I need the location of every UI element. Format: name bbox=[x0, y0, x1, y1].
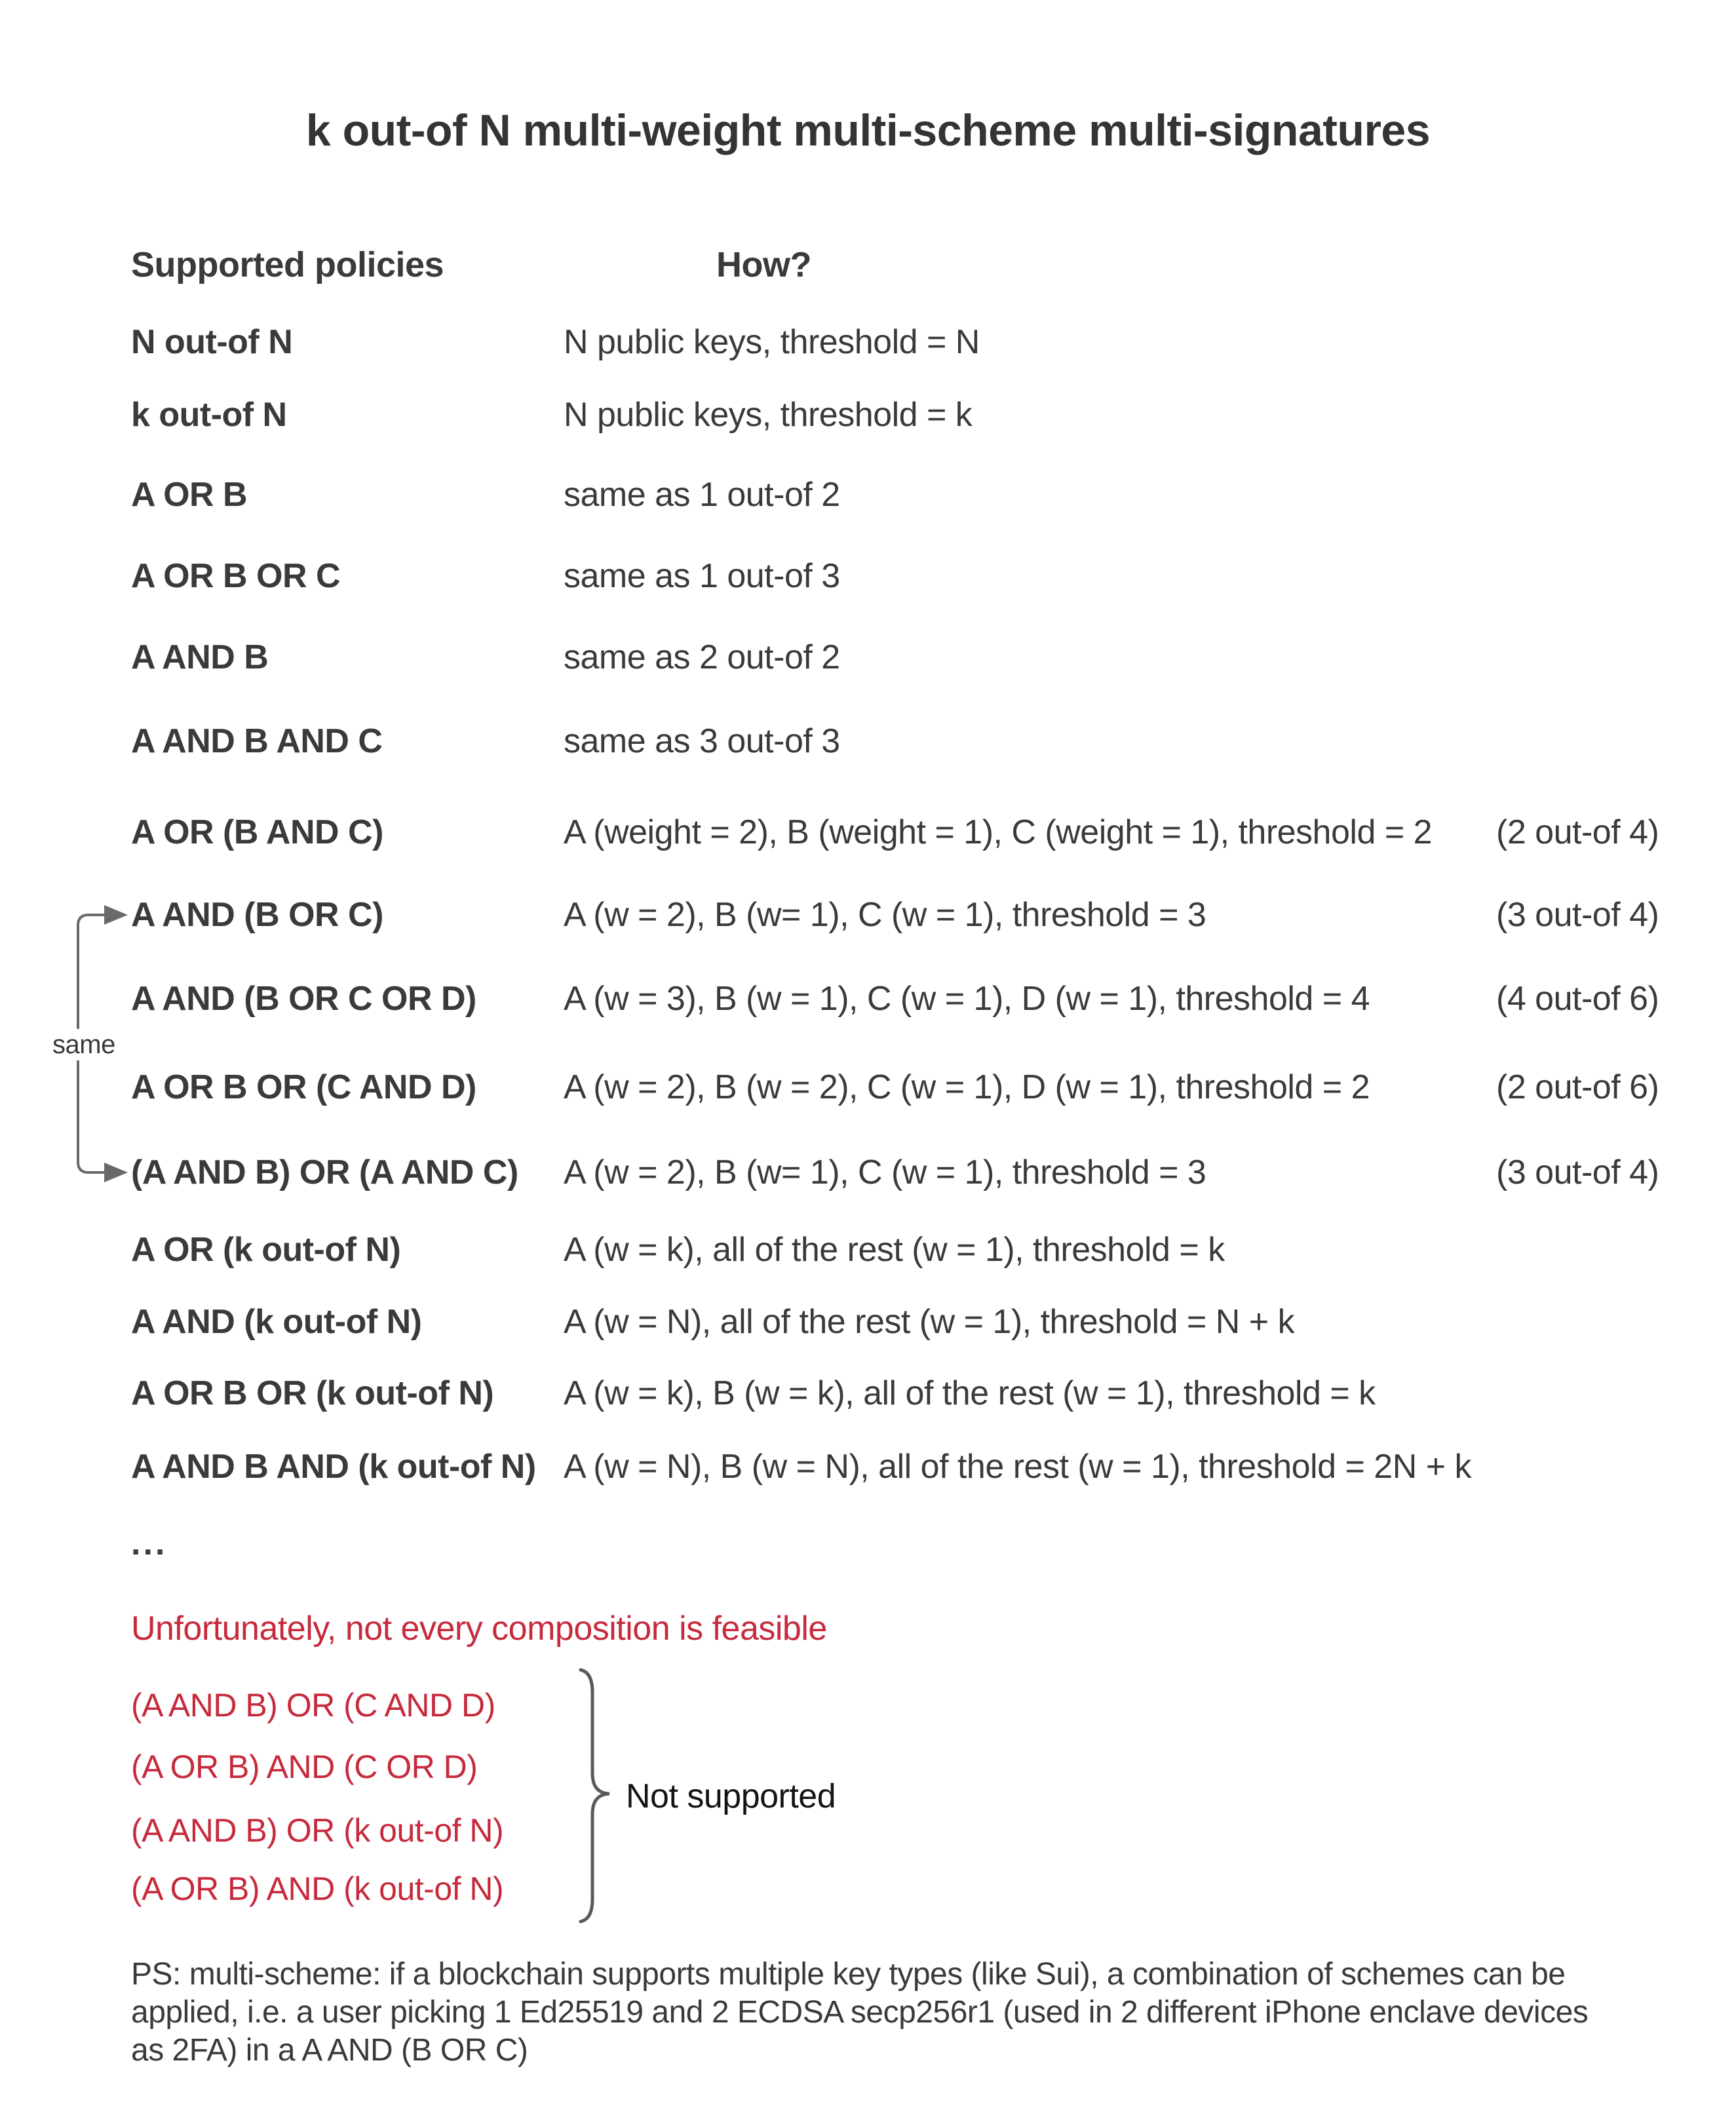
policy-name: N out-of N bbox=[131, 323, 293, 361]
table-row bbox=[0, 1370, 1736, 1416]
policy-how: A (w = k), B (w = k), all of the rest (w = 1), threshold = k bbox=[564, 1374, 1376, 1412]
table-row bbox=[0, 1444, 1736, 1490]
infeasible-heading: Unfortunately, not every composition is feasible bbox=[131, 1610, 827, 1648]
table-row bbox=[0, 809, 1736, 855]
table-row bbox=[0, 718, 1736, 764]
policy-how: A (w = N), B (w = N), all of the rest (w = 1), threshold = 2N + k bbox=[564, 1448, 1472, 1486]
table-row bbox=[0, 319, 1736, 365]
policy-how: same as 1 out-of 2 bbox=[564, 476, 840, 514]
policy-how: same as 1 out-of 3 bbox=[564, 557, 840, 595]
ps-line: PS: multi-scheme: if a blockchain supports multiple key types (like Sui), a combination of schemes can be bbox=[131, 1957, 1566, 1992]
policy-name: A AND B AND (k out-of N) bbox=[131, 1448, 536, 1486]
table-row bbox=[0, 892, 1736, 938]
policy-name: A OR B OR (k out-of N) bbox=[131, 1374, 494, 1412]
ps-line: as 2FA) in a A AND (B OR C) bbox=[131, 2033, 528, 2068]
equivalence-note: (3 out-of 4) bbox=[1496, 1153, 1659, 1191]
equivalence-note: (4 out-of 6) bbox=[1496, 980, 1659, 1018]
policy-name: A OR B bbox=[131, 476, 248, 514]
same-label: same bbox=[46, 1029, 122, 1060]
policy-name: k out-of N bbox=[131, 396, 287, 434]
table-row bbox=[0, 1064, 1736, 1110]
table-row bbox=[0, 1299, 1736, 1345]
policy-how: A (w = 2), B (w= 1), C (w = 1), threshold = 3 bbox=[564, 1153, 1206, 1191]
arrow-right-icon bbox=[104, 1163, 128, 1182]
policy-name: A AND (B OR C OR D) bbox=[131, 980, 476, 1018]
column-header-supported-policies: Supported policies bbox=[131, 245, 444, 284]
infeasible-item: (A AND B) OR (C AND D) bbox=[131, 1687, 495, 1724]
policy-how: A (w = k), all of the rest (w = 1), threshold = k bbox=[564, 1231, 1225, 1269]
ps-note bbox=[131, 1956, 1588, 2070]
column-header-how: How? bbox=[716, 245, 811, 284]
table-row bbox=[0, 553, 1736, 599]
table-row bbox=[0, 392, 1736, 438]
table-row bbox=[0, 976, 1736, 1022]
policy-name: A OR B OR (C AND D) bbox=[131, 1068, 476, 1106]
policy-name: (A AND B) OR (A AND C) bbox=[131, 1153, 518, 1191]
policy-how: same as 3 out-of 3 bbox=[564, 722, 840, 760]
policy-how: A (w = 2), B (w = 2), C (w = 1), D (w = 1), threshold = 2 bbox=[564, 1068, 1370, 1106]
policy-name: A AND (B OR C) bbox=[131, 896, 383, 934]
infeasible-item: (A OR B) AND (k out-of N) bbox=[131, 1870, 504, 1907]
policy-name: A AND B AND C bbox=[131, 722, 383, 760]
infeasible-item: (A AND B) OR (k out-of N) bbox=[131, 1812, 504, 1849]
not-supported-label: Not supported bbox=[626, 1777, 836, 1815]
policy-name: A AND (k out-of N) bbox=[131, 1303, 422, 1341]
equivalence-note: (3 out-of 4) bbox=[1496, 896, 1659, 934]
ellipsis: ... bbox=[131, 1524, 168, 1562]
policy-how: N public keys, threshold = k bbox=[564, 396, 973, 434]
policy-how: A (w = N), all of the rest (w = 1), threshold = N + k bbox=[564, 1303, 1295, 1341]
policy-how: N public keys, threshold = N bbox=[564, 323, 980, 361]
equivalence-note: (2 out-of 4) bbox=[1496, 813, 1659, 851]
policy-how: A (w = 2), B (w= 1), C (w = 1), threshold = 3 bbox=[564, 896, 1206, 934]
policy-name: A OR (k out-of N) bbox=[131, 1231, 401, 1269]
equivalence-note: (2 out-of 6) bbox=[1496, 1068, 1659, 1106]
table-row bbox=[0, 1227, 1736, 1273]
policy-name: A AND B bbox=[131, 638, 269, 676]
policy-how: A (weight = 2), B (weight = 1), C (weight = 1), threshold = 2 bbox=[564, 813, 1433, 851]
table-row bbox=[0, 472, 1736, 518]
policy-how: same as 2 out-of 2 bbox=[564, 638, 840, 676]
table-row bbox=[0, 1150, 1736, 1195]
ps-line: applied, i.e. a user picking 1 Ed25519 and 2 ECDSA secp256r1 (used in 2 different iPhone enclave devices bbox=[131, 1995, 1589, 2030]
policy-name: A OR B OR C bbox=[131, 557, 341, 595]
policy-how: A (w = 3), B (w = 1), C (w = 1), D (w = 1), threshold = 4 bbox=[564, 980, 1370, 1018]
arrow-right-icon bbox=[104, 905, 128, 925]
curly-brace-icon bbox=[564, 1665, 623, 1927]
page-title: k out-of N multi-weight multi-scheme multi-signatures bbox=[305, 106, 1431, 155]
infeasible-item: (A OR B) AND (C OR D) bbox=[131, 1749, 478, 1785]
policy-name: A OR (B AND C) bbox=[131, 813, 383, 851]
table-row bbox=[0, 634, 1736, 680]
